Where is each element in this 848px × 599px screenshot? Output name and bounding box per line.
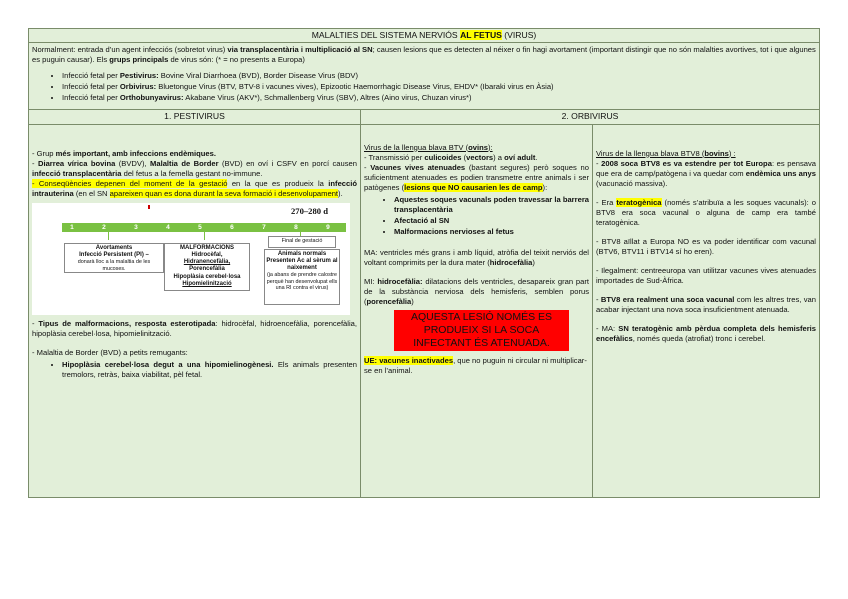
paragraph: UE: vacunes inactivades, que no puguin ni circular ni multiplicar-se en l’animal.: [364, 356, 587, 376]
title-text: MALALTIES DEL SISTEMA NERVIÓS: [311, 30, 461, 40]
list-item: • Malformacions nervioses al fetus: [394, 227, 589, 237]
month-label: 2: [102, 223, 106, 231]
paragraph: - Diarrea vírica bovina (BVDV), Malaltia de Border (BVD) en oví i CSFV en porcí causen infecció transplacentària del fetus a la femella gestant no-immune.: [32, 158, 357, 178]
month-label: 9: [326, 223, 330, 231]
section-header-pestivirus: 1. PESTIVIRUS: [29, 110, 361, 124]
page-title: [29, 29, 820, 43]
paragraph: - Transmissió per culicoides (vectors) a oví adult.: [364, 152, 538, 162]
document-page: [28, 28, 819, 498]
paragraph: - Grup més important, amb infeccions endèmiques.: [32, 148, 216, 158]
paragraph: - Conseqüències depenen del moment de la gestació en la que es produeix la infecció intrauterina (en el SN apareixen quan es dona durant la seva formació i desenvolupament).: [32, 178, 357, 198]
pestivirus-column: [29, 124, 361, 497]
title-suffix: (VIRUS): [501, 30, 537, 40]
bullet-list: [364, 195, 589, 237]
paragraph: - 2008 soca BTV8 es va estendre per tot Europa: es pensava que era de camp/patògena i va quedar com endèmica uns anys (vacunació massiva).: [596, 158, 817, 188]
btv-column: [361, 124, 593, 497]
paragraph: - Tipus de malformacions, resposta esterotipada: hidrocèfal, hidroencefàlia, porencefàlia, hipoplàsia cerebel·losa, hipomielinització.: [32, 318, 357, 338]
timeline-tick: [108, 232, 109, 240]
gestation-diagram: [32, 203, 350, 315]
month-label: 5: [198, 223, 202, 231]
paragraph: MI: hidrocefàlia: dilatacions dels ventricles, desapareix gran part de la substància nerviosa dels hemisferis, semblen porus (porencefàlia): [364, 276, 589, 306]
paragraph: - MA: SN teratogènic amb pèrdua completa dels hemisferis encefàlics, només queda (atrofiat) tronc i cerebel.: [596, 323, 817, 343]
btv8-column: [593, 124, 820, 497]
subsection-title: Virus de la llengua blava BTV8 (bovins) :: [596, 148, 736, 158]
title-highlight: AL FETUS: [460, 30, 502, 40]
list-item: • Aquestes soques vacunals poden travessar la barrera transplacentària: [394, 195, 589, 215]
normal-animals-box: Animals normals Presenten Ac al sèrum al naixement (ja abans de prendre calostre perquè han desenvolupat ells una RI contra el virus): [264, 249, 340, 305]
abortion-box: Avortaments Infecció Persistent (PI) – donarà lloc a la malaltia de les mucoses.: [64, 243, 164, 273]
paragraph: MA: ventricles més grans i amb líquid, atròfia del teixit nerviós del voltant comprimits per la dura mater (hidrocefàlia): [364, 247, 589, 267]
paragraph: - Era teratogènica (només s’atribuïa a les soques vacunals): o BTV8 era soca vacunal o alguna de camp era també teratogènica.: [596, 197, 816, 227]
alert-box: AQUESTA LESIÓ NOMÉS ES PRODUEIX SI LA SOCA INFECTANT ÉS ATENUADA.: [394, 310, 569, 351]
timeline-tick: [204, 232, 205, 240]
gestation-days-label: 270–280 d: [290, 205, 328, 216]
month-label: 3: [134, 223, 138, 231]
intro-section: [29, 43, 820, 110]
content-table: [28, 28, 820, 498]
paragraph: - BTV8 era realment una soca vacunal com les altres tres, van acabar injectant una nova soca insuficientment atenuada.: [596, 294, 816, 314]
list-item: • Hipoplàsia cerebel·losa degut a una hipomielinogènesi. Els animals presenten tremolors, retràs, baixa viabilitat, pèl fetal.: [62, 360, 357, 380]
month-label: 1: [70, 223, 74, 231]
list-item: • Infecció fetal per Orbivirus: Bluetongue Virus (BTV, BTV-8 i vacunes vives), Epizootic Haemorrhagic Disease Virus, EHDV* (Ibaraki virus en Àsia): [62, 82, 816, 92]
section-header-orbivirus: 2. ORBIVIRUS: [361, 110, 820, 124]
month-label: 8: [294, 223, 298, 231]
subsection-title: Virus de la llengua blava BTV (ovins):: [364, 142, 493, 152]
list-item: • Infecció fetal per Pestivirus: Bovine Viral Diarrhoea (BVD), Border Disease Virus (BDV): [62, 71, 816, 81]
paragraph: - Vacunes vives atenuades (bastant segures) però soques no suficientment atenuades es podien transmetre entre animals i ser patògenes (lesions que NO causarien les de camp):: [364, 162, 589, 192]
intro-paragraph: Normalment: entrada d’un agent infecciós (sobretot virus) via transplacentària i multiplicació al SN; causen lesions que es detecten al néixer o fin hagi avortament (important distingir que no són malalties avortives, tot i que algunes es puguin causar). Els grups principals de virus són: (* = no presents a Europa): [32, 45, 816, 65]
paragraph: - BTV8 aïllat a Europa NO es va poder identificar com vacunal (BTV6, BTV11 i BTV14 sí ho eren).: [596, 236, 816, 256]
paragraph: - Ilegalment: centreeuropa van utilitzar vacunes vives atenuades importades de Sud-Àfrica.: [596, 265, 816, 285]
red-marker: [148, 205, 150, 209]
list-item: • Afectació al SN: [394, 216, 589, 226]
month-label: 4: [166, 223, 170, 231]
month-label: 7: [262, 223, 266, 231]
virus-groups-list: [32, 71, 816, 103]
malformations-box: MALFORMACIONS Hidrocèfal, Hidranencefàlia, Porencefàlia Hipoplàsia cerebel·losa Hipomielinització: [164, 243, 250, 291]
end-gestation-box: Final de gestació: [268, 236, 336, 248]
month-label: 6: [230, 223, 234, 231]
bullet-list: [32, 360, 357, 380]
paragraph: - Malaltia de Border (BVD) a petits remugants:: [32, 347, 188, 357]
list-item: • Infecció fetal per Orthobunyavirus: Akabane Virus (AKV*), Schmallenberg Virus (SBV), Altres (Aino virus, Chuzan virus*): [62, 93, 816, 103]
